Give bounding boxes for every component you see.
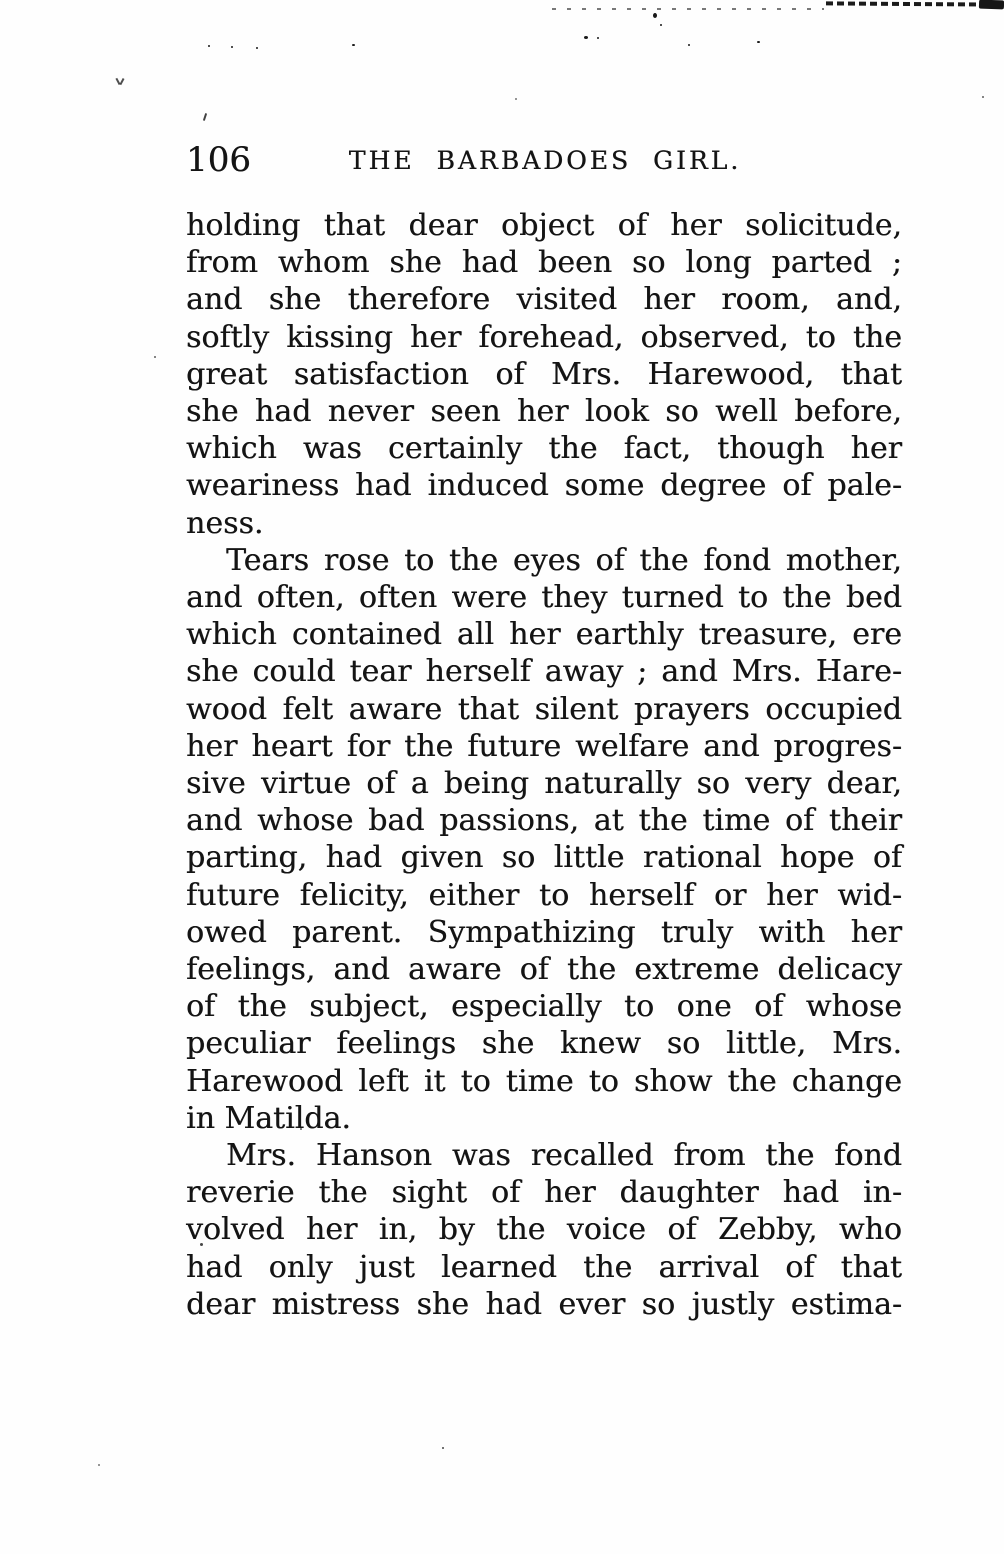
text-line: and whose bad passions, at the time of their (186, 803, 902, 839)
scan-artifact (231, 46, 233, 48)
paragraph (186, 542, 902, 1137)
scan-artifact (154, 356, 156, 358)
text-line: peculiar feelings she knew so little, Mrs. (186, 1026, 902, 1062)
scan-artifact (660, 24, 662, 26)
scan-artifact (98, 1464, 100, 1466)
scan-artifact (116, 78, 124, 85)
text-line: she had never seen her look so well before, (186, 394, 902, 430)
text-line: holding that dear object of her solicitude, (186, 208, 902, 243)
text-line: parting, had given so little rational hope of (186, 840, 902, 876)
text-line: which contained all her earthly treasure, ere (186, 617, 902, 653)
text-line: ness. (186, 505, 264, 541)
text-line: and she therefore visited her room, and, (186, 282, 902, 318)
text-line: in Matilda. (186, 1100, 351, 1136)
text-line: volved her in, by the voice of Zebby, who (186, 1212, 902, 1248)
body-text (186, 207, 902, 1323)
paragraph (186, 207, 902, 542)
running-title: THE BARBADOES GIRL. (348, 146, 742, 175)
scan-artifact (515, 98, 517, 100)
text-line: Tears rose to the eyes of the fond mother, (226, 542, 902, 578)
text-line: Mrs. Hanson was recalled from the fond (226, 1138, 902, 1174)
scan-artifact (757, 41, 760, 43)
text-line: from whom she had been so long parted ; (186, 245, 902, 281)
text-line: reverie the sight of her daughter had in- (186, 1175, 902, 1211)
scan-artifact (982, 96, 984, 98)
text-line: she could tear herself away ; and Mrs. Hare- (186, 654, 902, 690)
text-line: future felicity, either to herself or her wid- (186, 877, 902, 913)
text-line: which was certainly the fact, though her (186, 431, 902, 467)
text-line: sive virtue of a being naturally so very dear, (186, 766, 902, 802)
scan-artifact (203, 113, 207, 121)
text-line: dear mistress she had ever so justly estima- (186, 1286, 902, 1322)
scan-artifact (256, 47, 258, 49)
text-line: had only just learned the arrival of that (186, 1249, 902, 1285)
scan-artifact (688, 44, 690, 46)
text-line: weariness had induced some degree of pale- (186, 468, 902, 504)
scan-artifact (653, 13, 657, 18)
scan-artifact (442, 1447, 444, 1449)
paragraph (186, 1137, 902, 1323)
text-line: wood felt aware that silent prayers occupied (186, 691, 902, 727)
text-line: of the subject, especially to one of whose (186, 989, 902, 1025)
text-line: softly kissing her forehead, observed, to the (186, 319, 902, 355)
text-line: and often, often were they turned to the bed (186, 580, 902, 616)
scan-artifact (979, 0, 1004, 9)
text-line: Harewood left it to time to show the change (186, 1063, 902, 1099)
scan-artifact (352, 44, 355, 46)
text-line: her heart for the future welfare and progres- (186, 728, 902, 764)
text-line: feelings, and aware of the extreme delicacy (186, 952, 902, 988)
text-line: great satisfaction of Mrs. Harewood, that (186, 356, 902, 392)
scan-artifact (597, 37, 599, 39)
scan-artifact (826, 1, 1004, 6)
text-line: owed parent. Sympathizing truly with her (186, 914, 902, 950)
page-number: 106 (186, 140, 251, 180)
scan-artifact (584, 36, 588, 39)
scan-artifact (552, 8, 824, 10)
scan-artifact (208, 45, 210, 47)
page-header (186, 138, 904, 182)
